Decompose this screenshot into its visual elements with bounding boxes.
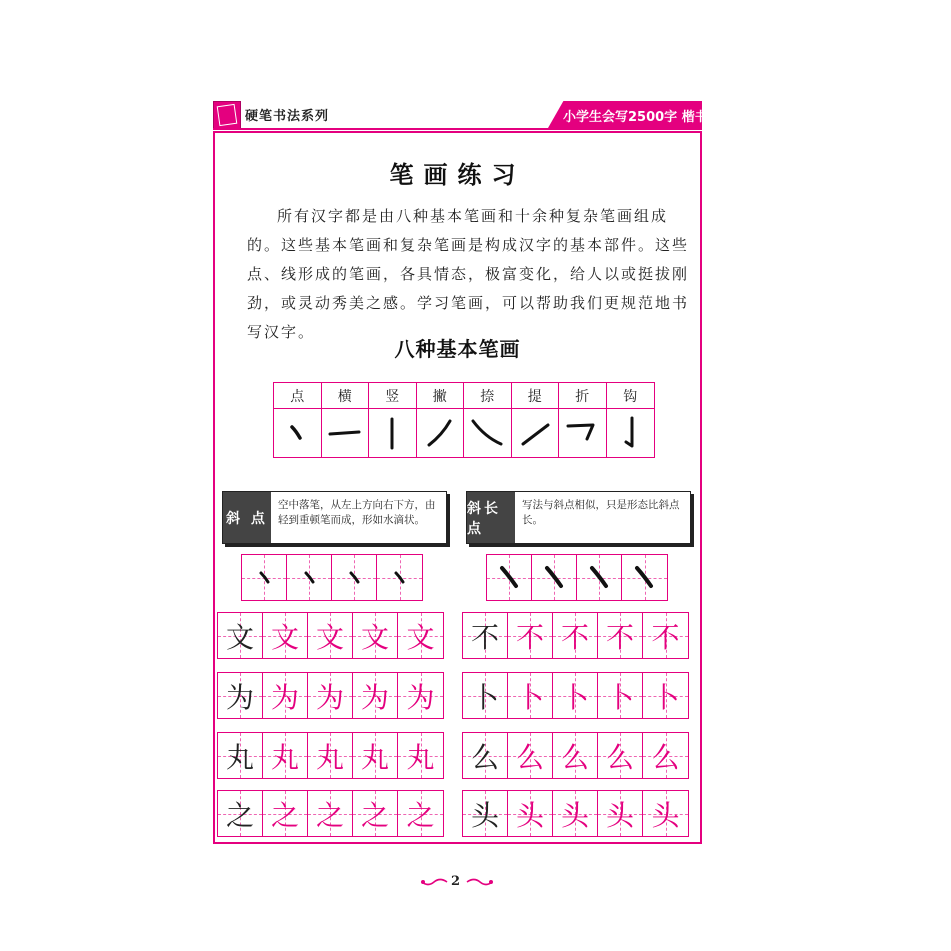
rising-stroke-glyph — [512, 409, 560, 457]
practice-cell — [532, 555, 577, 600]
tracing-character: 么 — [515, 740, 544, 774]
practice-cell — [287, 555, 332, 600]
character-practice-row — [462, 790, 689, 837]
practice-cell — [577, 555, 622, 600]
tracing-character: 为 — [360, 680, 389, 714]
page-number: 2 — [451, 874, 461, 889]
vertical-stroke-glyph — [369, 409, 417, 457]
model-character: 么 — [470, 740, 499, 774]
character-practice-row — [462, 732, 689, 779]
stroke-info-box — [466, 491, 691, 544]
tracing-character: 文 — [406, 620, 435, 654]
tracing-character: 不 — [651, 620, 680, 654]
stroke-info-label: 斜长点 — [467, 492, 515, 543]
tracing-character: 不 — [515, 620, 544, 654]
tracing-character: 头 — [515, 798, 544, 832]
practice-cell — [332, 555, 377, 600]
right-falling-stroke-glyph — [464, 409, 512, 457]
practice-cell — [622, 555, 667, 600]
tracing-character: 之 — [360, 798, 389, 832]
tracing-character: 之 — [406, 798, 435, 832]
tracing-character: 头 — [651, 798, 680, 832]
tracing-character: 丸 — [406, 740, 435, 774]
character-practice-row — [217, 732, 444, 779]
tracing-character: 卜 — [560, 680, 589, 714]
tracing-character: 头 — [605, 798, 634, 832]
tracing-character: 不 — [605, 620, 634, 654]
model-character: 丸 — [225, 740, 254, 774]
tracing-character: 卜 — [651, 680, 680, 714]
character-practice-row — [217, 672, 444, 719]
practice-cell — [377, 555, 422, 600]
model-character: 不 — [470, 620, 499, 654]
horizontal-stroke-glyph — [322, 409, 370, 457]
stroke-name: 提 — [512, 383, 560, 409]
series-logo — [213, 101, 241, 129]
model-character: 头 — [470, 798, 499, 832]
stroke-practice-row — [241, 554, 423, 601]
stroke-name: 点 — [274, 383, 322, 409]
tracing-character: 卜 — [515, 680, 544, 714]
stroke-info-box — [222, 491, 447, 544]
stroke-info-text: 空中落笔，从左上方向右下方，由轻到重顿笔而成，形如水滴状。 — [278, 499, 436, 526]
stroke-name: 捺 — [464, 383, 512, 409]
stroke-name: 折 — [559, 383, 607, 409]
character-practice-row — [462, 672, 689, 719]
tracing-character: 么 — [651, 740, 680, 774]
turning-stroke-glyph — [559, 409, 607, 457]
tracing-character: 不 — [560, 620, 589, 654]
header-rule — [213, 128, 702, 130]
tracing-character: 文 — [270, 620, 299, 654]
character-practice-row — [217, 790, 444, 837]
character-practice-row — [217, 612, 444, 659]
tracing-character: 丸 — [315, 740, 344, 774]
tracing-character: 么 — [605, 740, 634, 774]
tracing-character: 为 — [406, 680, 435, 714]
book-title: 小学生会写2500字 楷书 — [563, 110, 708, 125]
tracing-character: 头 — [560, 798, 589, 832]
stroke-name: 撇 — [417, 383, 465, 409]
model-character: 卜 — [470, 680, 499, 714]
left-falling-stroke-glyph — [417, 409, 465, 457]
tracing-character: 为 — [315, 680, 344, 714]
character-practice-row — [462, 612, 689, 659]
tracing-character: 卜 — [605, 680, 634, 714]
series-name: 硬笔书法系列 — [245, 109, 330, 124]
tracing-character: 丸 — [360, 740, 389, 774]
tracing-character: 么 — [560, 740, 589, 774]
dot-stroke-glyph — [274, 409, 322, 457]
ornament-right-icon — [466, 876, 494, 888]
page-title: 笔画练习 — [389, 161, 526, 189]
tracing-character: 之 — [315, 798, 344, 832]
intro-paragraph: 所有汉字都是由八种基本笔画和十余种复杂笔画组成的。这些基本笔画和复杂笔画是构成汉字的基本部件。这些点、线形成的笔画，各具情态，极富变化，给人以或挺拔刚劲，或灵动秀美之感。学习笔画，可以帮助我们更规范地书写汉字。 — [247, 207, 690, 341]
model-character: 文 — [225, 620, 254, 654]
practice-cell — [487, 555, 532, 600]
tracing-character: 文 — [315, 620, 344, 654]
tracing-character: 文 — [360, 620, 389, 654]
stroke-name: 竖 — [369, 383, 417, 409]
stroke-name: 横 — [322, 383, 370, 409]
tracing-character: 为 — [270, 680, 299, 714]
tracing-character: 丸 — [270, 740, 299, 774]
ornament-left-icon — [420, 876, 448, 888]
basic-strokes-heading: 八种基本笔画 — [394, 337, 521, 361]
model-character: 之 — [225, 798, 254, 832]
basic-strokes-table — [273, 382, 655, 458]
practice-cell — [242, 555, 287, 600]
stroke-info-label: 斜 点 — [223, 492, 271, 543]
hook-stroke-glyph — [607, 409, 655, 457]
model-character: 为 — [225, 680, 254, 714]
stroke-practice-row — [486, 554, 668, 601]
stroke-name: 钩 — [607, 383, 655, 409]
stroke-info-text: 写法与斜点相似，只是形态比斜点长。 — [522, 499, 680, 526]
tracing-character: 之 — [270, 798, 299, 832]
